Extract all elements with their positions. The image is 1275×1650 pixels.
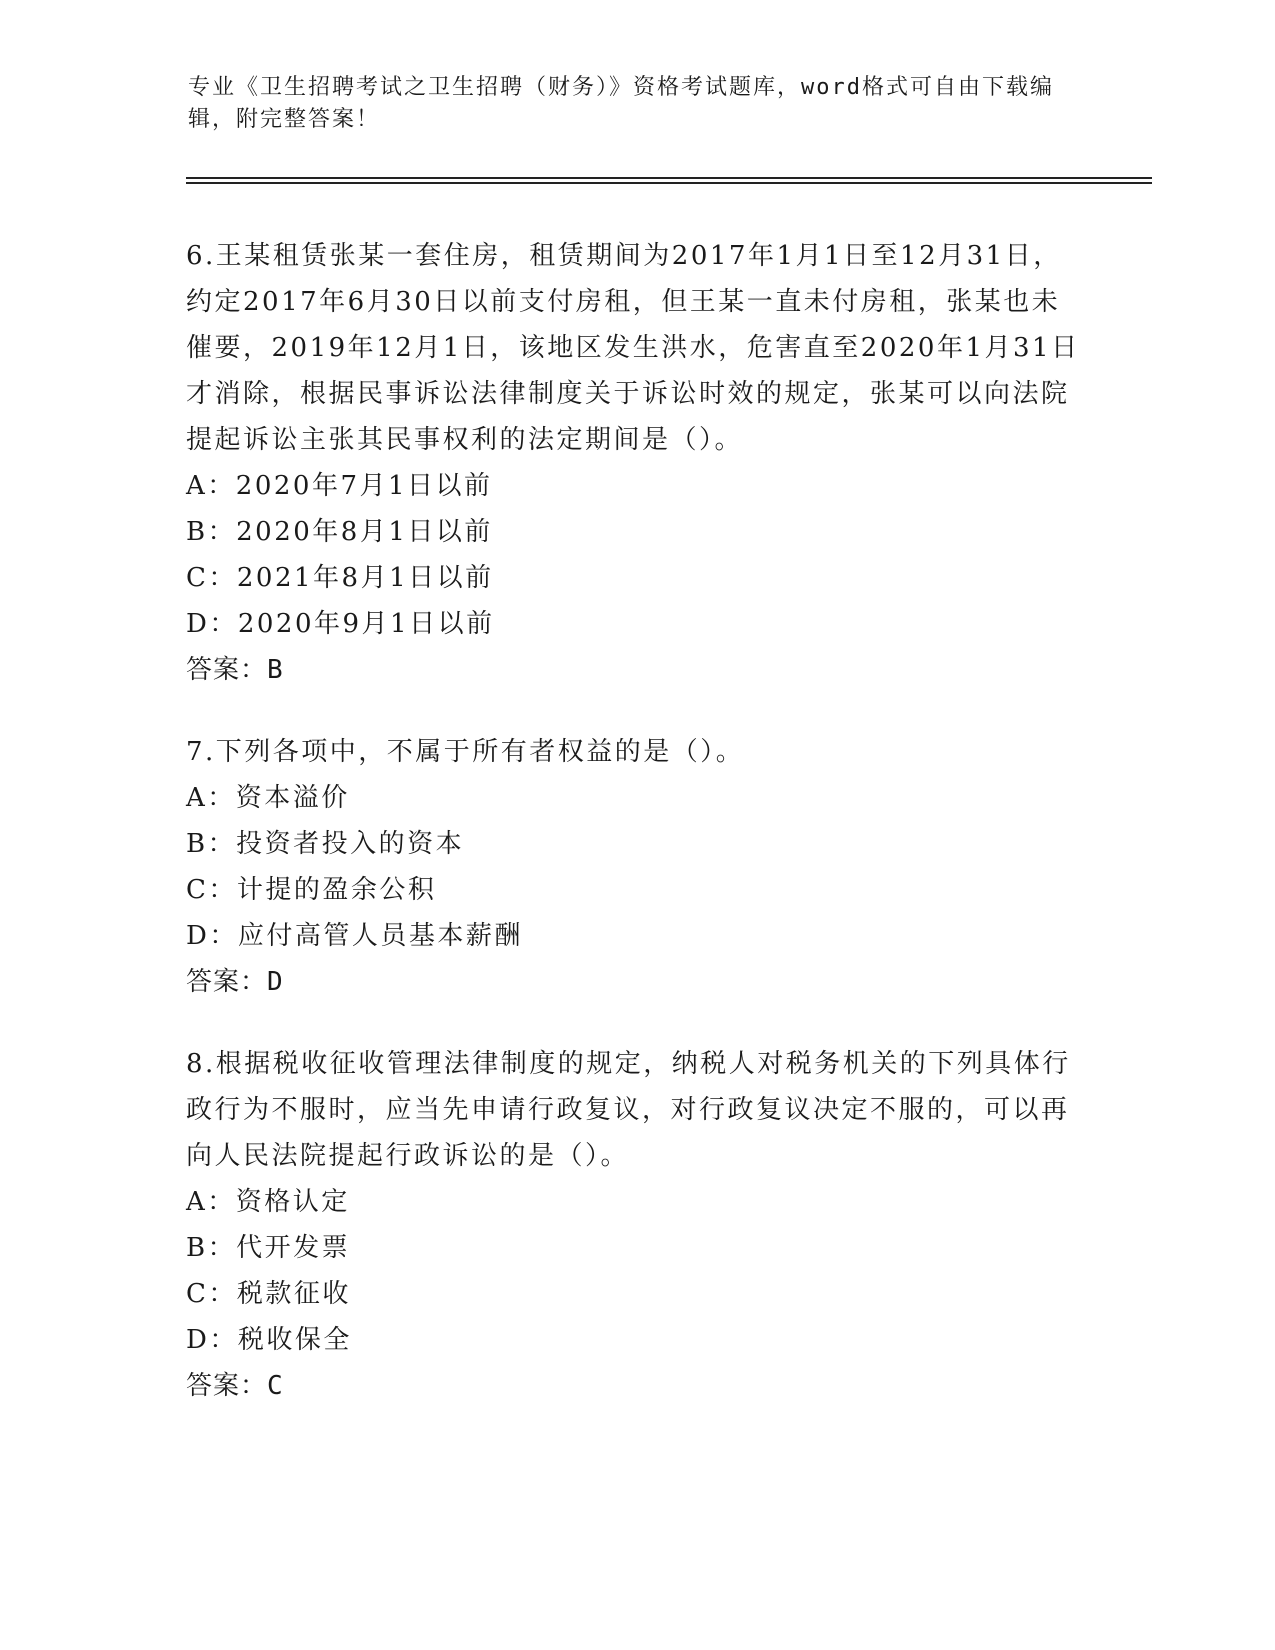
option-b: B：2020年8月1日以前	[186, 517, 493, 547]
option-c: C：计提的盈余公积	[186, 875, 437, 905]
document-header: 专业《卫生招聘考试之卫生招聘（财务）》资格考试题库，word格式可自由下载编辑，附完整答案！	[188, 75, 1054, 132]
answer-label: 答案：	[186, 967, 268, 997]
question-8	[186, 1041, 1086, 1409]
answer-line	[186, 959, 1086, 1005]
answer-line	[186, 647, 1086, 693]
option-a: A：资格认定	[186, 1187, 350, 1217]
option-a: A：2020年7月1日以前	[186, 471, 493, 501]
header-divider-top	[186, 177, 1152, 179]
option-a: A：资本溢价	[186, 783, 350, 813]
question-7	[186, 729, 1086, 1005]
answer-line	[186, 1363, 1086, 1409]
question-stem: 7.下列各项中，不属于所有者权益的是（）。	[186, 737, 745, 767]
option-d: D：税收保全	[186, 1325, 352, 1355]
option-d: D：2020年9月1日以前	[186, 609, 495, 639]
option-b: B：代开发票	[186, 1233, 351, 1263]
answer-label: 答案：	[186, 1371, 268, 1401]
option-d: D：应付高管人员基本薪酬	[186, 921, 523, 951]
question-stem: 8.根据税收征收管理法律制度的规定，纳税人对税务机关的下列具体行政行为不服时，应当先申请行政复议，对行政复议决定不服的，可以再向人民法院提起行政诉讼的是（）。	[186, 1049, 1071, 1171]
question-stem: 6.王某租赁张某一套住房，租赁期间为2017年1月1日至12月31日，约定2017年6月30日以前支付房租，但王某一直未付房租，张某也未催要，2019年12月1日，该地区发生洪水，危害直至2020年1月31日才消除，根据民事诉讼法律制度关于诉讼时效的规定，张某可以向法院提起诉讼主张其民事权利的法定期间是（）。	[186, 241, 1080, 455]
question-list	[186, 233, 1086, 1445]
option-c: C：2021年8月1日以前	[186, 563, 494, 593]
header-divider-bottom	[186, 182, 1152, 184]
answer-value: C	[267, 1371, 284, 1401]
question-6	[186, 233, 1086, 693]
option-b: B：投资者投入的资本	[186, 829, 465, 859]
answer-value: B	[267, 655, 284, 685]
option-c: C：税款征收	[186, 1279, 351, 1309]
answer-value: D	[267, 967, 284, 997]
answer-label: 答案：	[186, 655, 268, 685]
